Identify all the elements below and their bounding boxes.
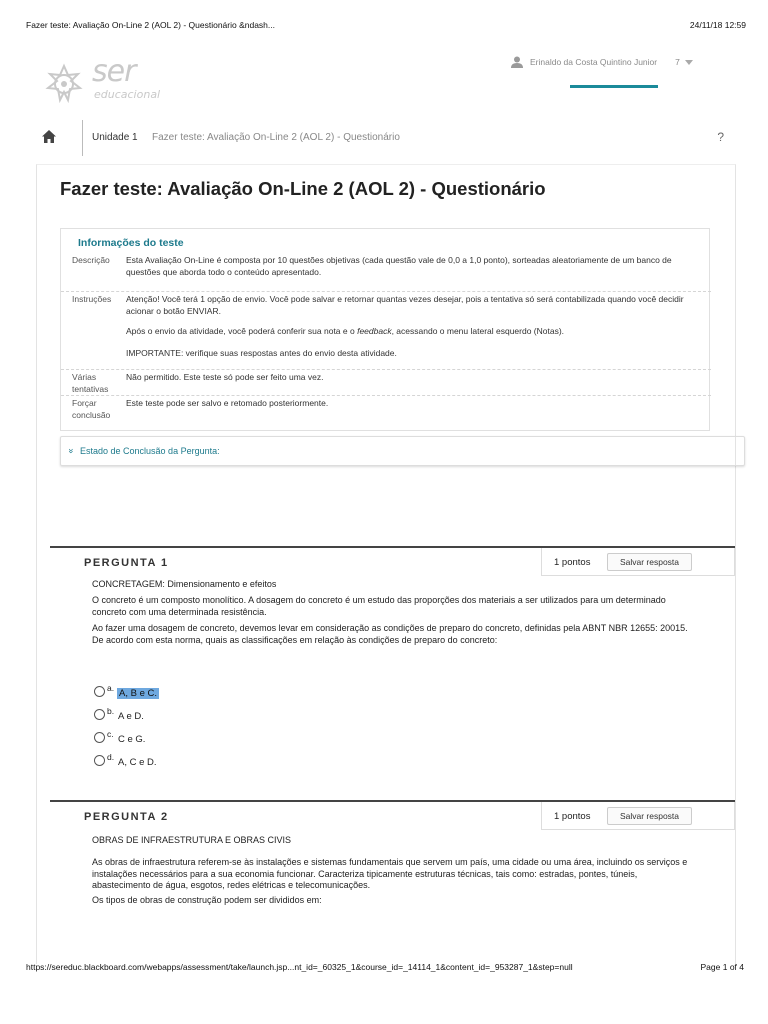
chevron-down-icon[interactable] [685,60,693,65]
page-title: Fazer teste: Avaliação On-Line 2 (AOL 2) - Questionário [60,178,546,199]
breadcrumb-divider [82,120,83,156]
instructions-important: IMPORTANTE: verifique suas respostas antes do envio desta atividade. [126,348,397,358]
question-text-paragraph: Os tipos de obras de construção podem ser divididos em: [92,895,322,905]
attempts-value: Não permitido. Este teste só pode ser feito uma vez. [126,372,324,382]
user-menu[interactable] [510,54,693,70]
radio-button[interactable] [94,686,105,697]
option-text[interactable]: A e D. [118,711,144,722]
question-text-paragraph: Ao fazer uma dosagem de concreto, devemos levar em consideração as condições de preparo do concreto, definidas pela ABNT NBR 12655: 20015. De acordo com esta norma, quais as classificações em relação às condições de preparo do concreto: [92,623,688,645]
option-letter: d. [107,752,115,762]
attempts-label: Várias tentativas [72,372,109,394]
info-row-force [61,395,711,423]
option-text[interactable]: A, C e D. [118,757,157,768]
user-icon [510,56,524,68]
option-text[interactable]: C e G. [118,734,146,745]
info-row-description [61,255,711,285]
logo-subtitle: educacional [94,88,161,101]
notification-count[interactable]: 7 [675,57,680,67]
print-header-title: Fazer teste: Avaliação On-Line 2 (AOL 2) - Questionário &ndash... [26,20,275,30]
breadcrumb-current: Fazer teste: Avaliação On-Line 2 (AOL 2) - Questionário [152,132,400,143]
instructions-label: Instruções [72,294,112,304]
info-row-attempts [61,369,711,395]
question-2 [50,800,735,950]
question-header [50,800,735,828]
question-text-paragraph: O concreto é um composto monolítico. A dosagem do concreto é um estudo das proporções dos materiais a ser utilizados para um determinado concreto com uma determinada resistência. [92,595,666,617]
force-label: Forçar conclusão [72,398,111,420]
question-status-toggle[interactable] [60,436,745,466]
status-label[interactable]: Estado de Conclusão da Pergunta: [80,446,220,456]
breadcrumb-unit-link[interactable]: Unidade 1 [92,132,138,143]
question-text-heading: OBRAS DE INFRAESTRUTURA E OBRAS CIVIS [92,835,292,845]
logo-word: ser [92,54,136,89]
question-text-paragraph: As obras de infraestrutura referem-se às instalações e sistemas fundamentais que servem um país, uma cidade ou uma área, incluindo os serviços e instalações necessários para a sua economia funcionar. Caracteriza tipicamente estruturas técnicas, tais como: estradas, pontes, túneis, abastecimento de água, esgotos, redes elétricas e telecomunicações. [92,857,688,890]
option-letter: a. [107,683,115,693]
question-points-box [541,548,735,576]
test-info-panel [60,228,710,431]
print-footer [0,958,768,978]
question-points: 1 pontos [554,811,591,822]
radio-button[interactable] [94,709,105,720]
chevron-down-icon: » [66,448,77,454]
breadcrumb [0,120,768,156]
print-header-datetime: 24/11/18 12:59 [689,20,746,30]
description-label: Descrição [72,255,110,265]
print-footer-page: Page 1 of 4 [700,962,744,972]
test-info-heading: Informações do teste [78,237,184,249]
ser-educacional-logo[interactable] [40,54,161,106]
question-title: PERGUNTA 2 [84,811,169,823]
option-letter: c. [107,729,114,739]
print-header [0,0,768,34]
active-tab-indicator [570,85,658,88]
print-footer-url: https://sereduc.blackboard.com/webapps/assessment/take/launch.jsp...nt_id=_60325_1&course_id=_14114_1&content_id=_953287_1&step=null [26,962,573,972]
instructions-paragraph-1: Atenção! Você terá 1 opção de envio. Você pode salvar e retornar quantas vezes desejar, pois a tentativa só será contabilizada quando você decidir acionar o botão ENVIAR. [126,294,684,316]
logo-emblem-icon [40,62,88,106]
save-answer-button[interactable]: Salvar resposta [607,553,692,571]
question-points: 1 pontos [554,557,591,568]
home-icon[interactable] [42,130,56,143]
question-1 [50,546,735,786]
force-value: Este teste pode ser salvo e retomado posteriormente. [126,398,329,408]
help-icon[interactable]: ? [717,130,724,144]
option-letter: b. [107,706,115,716]
question-text-heading: CONCRETAGEM: Dimensionamento e efeitos [92,579,277,589]
instructions-paragraph-2: Após o envio da atividade, você poderá conferir sua nota e o feedback, acessando o menu lateral esquerdo (Notas). [126,326,565,336]
info-row-instructions [61,291,711,369]
save-answer-button[interactable]: Salvar resposta [607,807,692,825]
user-name[interactable]: Erinaldo da Costa Quintino Junior [530,57,658,67]
question-title: PERGUNTA 1 [84,557,169,569]
radio-button[interactable] [94,732,105,743]
radio-button[interactable] [94,755,105,766]
option-text[interactable]: A, B e C. [119,688,158,699]
question-header [50,546,735,574]
description-value: Esta Avaliação On-Line é composta por 10 questões objetivas (cada questão vale de 0,0 a 1,0 ponto), sorteadas aleatoriamente de um banco de questões que aborda todo o conteúdo apresentado. [126,255,672,277]
question-points-box [541,802,735,830]
